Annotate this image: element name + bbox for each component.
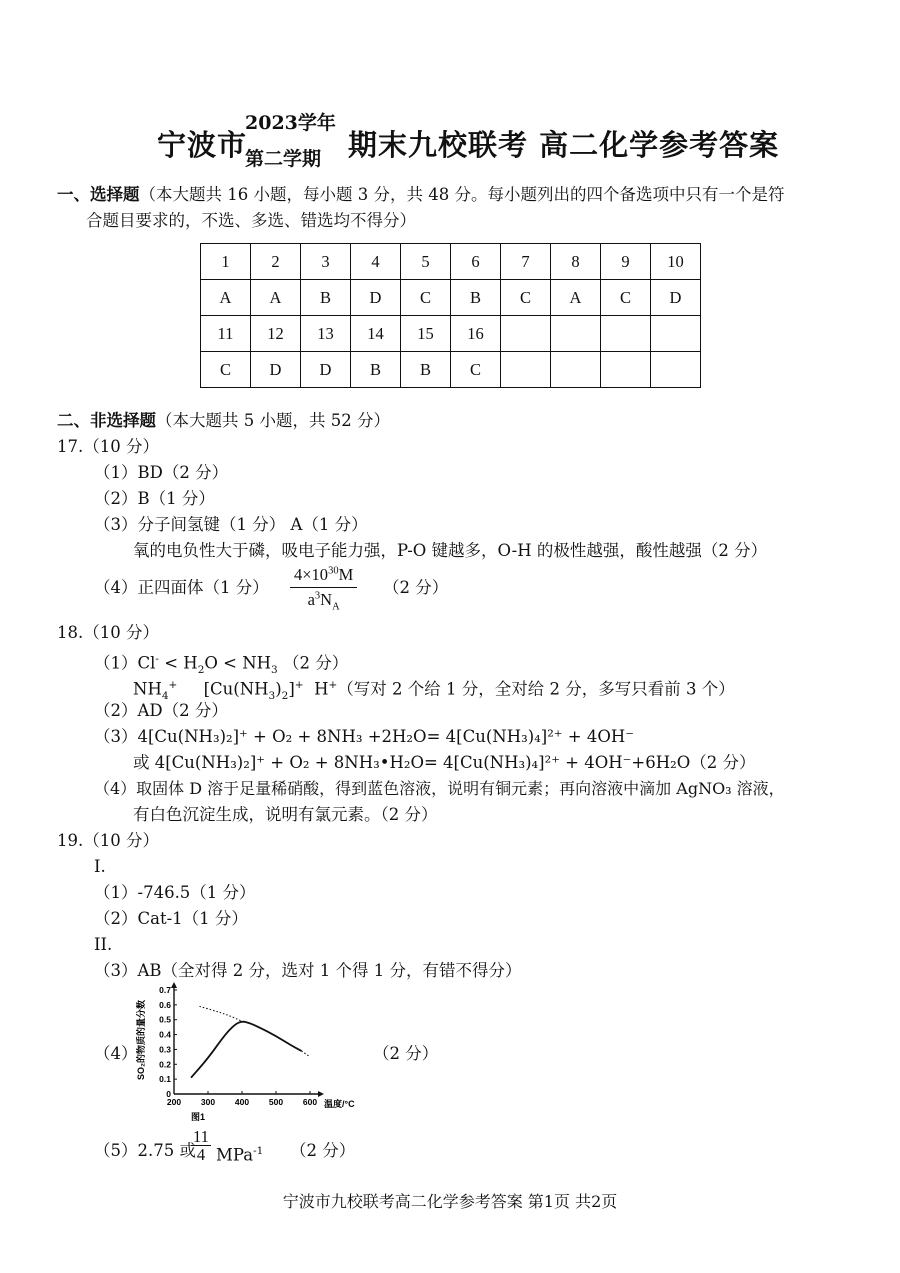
q18-ion2-tail2: ] <box>288 679 295 699</box>
table-row <box>201 316 701 352</box>
q17-line5 <box>94 575 269 601</box>
table-cell: 3 <box>301 244 351 280</box>
q17-line3: （3）分子间氢键（1 分） A（1 分） <box>94 515 368 534</box>
q17-line1: （1）BD（2 分） <box>94 463 229 482</box>
q19-l5-pre: （5）2.75 或 <box>94 1141 196 1160</box>
q19-line1: （1）-746.5（1 分） <box>94 883 256 902</box>
q18-ion1: NH <box>133 679 162 699</box>
table-cell: A <box>251 280 301 316</box>
table-cell: C <box>201 352 251 388</box>
q18-head: 18.（10 分） <box>57 623 159 642</box>
table-cell: C <box>601 280 651 316</box>
q19-l5-unit-line <box>216 1138 263 1169</box>
table-cell: C <box>501 280 551 316</box>
table-cell: C <box>401 280 451 316</box>
table-cell: B <box>351 352 401 388</box>
q18-ion2: [Cu(NH <box>203 679 269 699</box>
table-cell: D <box>301 352 351 388</box>
so2-fraction-chart <box>130 982 370 1130</box>
table-row <box>201 352 701 388</box>
q18-line6: （4）取固体 D 溶于足量稀硝酸，得到蓝色溶液，说明有铜元素；再向溶液中滴加 AgNO₃ 溶液， <box>94 779 785 798</box>
table-cell <box>651 316 701 352</box>
table-cell <box>601 352 651 388</box>
q18-ion2-sub: 3 <box>268 689 276 702</box>
q19-line4-label: （4） <box>94 1044 138 1063</box>
series-line-1 <box>191 1022 302 1078</box>
q17-head: 17.（10 分） <box>57 437 159 456</box>
table-cell: 11 <box>201 316 251 352</box>
table-cell: C <box>451 352 501 388</box>
q17-num-tail: M <box>338 565 354 584</box>
table-cell <box>551 352 601 388</box>
q18-ion2-tail: ) <box>275 679 282 699</box>
q17-num-exp: 30 <box>328 565 339 577</box>
chart-caption: 图1 <box>190 1112 206 1122</box>
section2-line <box>57 408 390 434</box>
q18-l1-sub1: 2 <box>197 663 205 676</box>
table-cell: B <box>451 280 501 316</box>
table-cell: B <box>301 280 351 316</box>
y-axis-arrow <box>171 982 177 988</box>
table-cell: 12 <box>251 316 301 352</box>
q19-line2: （2）Cat-1（1 分） <box>94 909 248 928</box>
q19-line5 <box>94 1138 196 1164</box>
q19-fraction-numerator: 11 <box>193 1127 209 1146</box>
q18-l1-pre: （1）Cl <box>94 653 156 673</box>
q19-part2: II. <box>94 935 113 954</box>
q19-fraction <box>191 1128 211 1163</box>
table-cell: D <box>251 352 301 388</box>
q18-l1-mid1: < H <box>158 653 198 673</box>
q17-fraction-numerator <box>290 565 357 588</box>
q17-den-sub: A <box>332 601 340 613</box>
table-cell: 14 <box>351 316 401 352</box>
q18-line5: 或 4[Cu(NH₃)₂]⁺ + O₂ + 8NH₃•H₂O= 4[Cu(NH₃)₄]²⁺ + 4OH⁻+6H₂O（2 分） <box>133 753 756 772</box>
q18-ion3-sup: + <box>328 679 338 691</box>
page-footer: 宁波市九校联考高二化学参考答案 第1页 共2页 <box>282 1192 618 1211</box>
table-cell: 8 <box>551 244 601 280</box>
table-cell: B <box>401 352 451 388</box>
table-cell <box>501 316 551 352</box>
x-tick-label: 600 <box>302 1097 318 1107</box>
table-cell: 7 <box>501 244 551 280</box>
section1-line1 <box>57 182 784 208</box>
table-cell: 2 <box>251 244 301 280</box>
title-term: 第二学期 <box>245 148 322 170</box>
q19-head: 19.（10 分） <box>57 831 159 850</box>
q18-line4: （3）4[Cu(NH₃)₂]⁺ + O₂ + 8NH₃ +2H₂O= 4[Cu(NH₃)₄]²⁺ + 4OH⁻ <box>94 727 634 746</box>
table-cell: 4 <box>351 244 401 280</box>
table-cell <box>601 316 651 352</box>
table-cell <box>551 316 601 352</box>
q18-l2-note: （写对 2 个给 1 分，全对给 2 分，多写只看前 3 个） <box>337 679 735 699</box>
y-tick-label: 0 <box>166 1089 171 1099</box>
q17-line2: （2）B（1 分） <box>94 489 215 508</box>
q17-den-a: a <box>307 590 315 609</box>
x-axis-arrow <box>318 1091 324 1097</box>
x-tick-label: 200 <box>166 1097 182 1107</box>
title-city: 宁波市 <box>157 128 248 162</box>
y-tick-label: 0.1 <box>159 1074 171 1085</box>
table-cell <box>651 352 701 388</box>
x-tick-label: 500 <box>268 1097 284 1107</box>
q17-fraction-denominator <box>290 588 357 612</box>
q19-line4-score: （2 分） <box>373 1044 439 1063</box>
y-tick-label: 0.3 <box>159 1044 171 1055</box>
q18-ion1-sup: + <box>168 679 178 691</box>
q19-l5-sup: -1 <box>253 1145 264 1157</box>
table-cell: 1 <box>201 244 251 280</box>
q19-part1: I. <box>94 857 106 876</box>
series-line-2 <box>200 1006 243 1021</box>
q18-ion2-sup: + <box>294 679 304 691</box>
section1-desc2: 合题目要求的，不选、多选、错选均不得分） <box>86 211 416 230</box>
table-cell: 15 <box>401 316 451 352</box>
q18-ion1-sub: 4 <box>161 689 169 702</box>
title-year: 2023学年 <box>245 112 336 134</box>
q17-fraction <box>290 565 357 612</box>
section1-desc1: （本大题共 16 小题，每小题 3 分，共 48 分。每小题列出的四个备选项中只有一个是符 <box>139 185 785 204</box>
section2-desc: （本大题共 5 小题，共 52 分） <box>156 411 390 430</box>
table-cell: 9 <box>601 244 651 280</box>
x-tick-label: 300 <box>200 1097 216 1107</box>
table-cell: 16 <box>451 316 501 352</box>
q17-den-exp: 3 <box>314 590 321 602</box>
table-row <box>201 244 701 280</box>
q18-ion3: H <box>314 679 329 699</box>
section1-heading: 一、选择题 <box>57 185 140 204</box>
table-cell: 6 <box>451 244 501 280</box>
table-cell: 13 <box>301 316 351 352</box>
q19-fraction-denominator: 4 <box>196 1145 206 1164</box>
y-tick-label: 0.7 <box>159 985 171 995</box>
title-rest: 期末九校联考 高二化学参考答案 <box>348 128 780 162</box>
q19-l5-score: （2 分） <box>290 1141 356 1160</box>
q17-line4: 氧的电负性大于磷，吸电子能力强，P-O 键越多，O-H 的极性越强，酸性越强（2 分） <box>133 541 768 560</box>
section2-heading: 二、非选择题 <box>57 411 156 430</box>
q18-line3: （2）AD（2 分） <box>94 701 228 720</box>
table-cell: A <box>201 280 251 316</box>
table-cell: D <box>351 280 401 316</box>
y-tick-label: 0.5 <box>159 1014 171 1025</box>
q18-l1-mid2: O < NH <box>204 653 272 673</box>
q17-num-base: 4×10 <box>294 565 329 584</box>
y-axis-label: SO₂的物质的量分数 <box>136 999 146 1081</box>
q19-line3: （3）AB（全对得 2 分，选对 1 个得 1 分，有错不得分） <box>94 961 522 980</box>
q17-line5-text: （4）正四面体（1 分） <box>94 578 269 597</box>
q17-den-n: N <box>320 590 333 609</box>
table-cell: A <box>551 280 601 316</box>
table-cell <box>501 352 551 388</box>
x-axis-label: 温度/°C <box>324 1099 355 1109</box>
answer-table <box>200 243 701 388</box>
table-cell: 5 <box>401 244 451 280</box>
x-tick-label: 400 <box>234 1097 250 1107</box>
table-row <box>201 280 701 316</box>
q18-l1-sub2: 3 <box>271 663 278 676</box>
q18-l1-sup: - <box>155 653 159 665</box>
y-tick-label: 0.2 <box>159 1059 171 1070</box>
series-line-3 <box>302 1051 311 1057</box>
table-cell: 10 <box>651 244 701 280</box>
q18-ion2-sub2: 2 <box>281 689 289 702</box>
q18-l1-tail: （2 分） <box>277 653 349 673</box>
q19-l5-unit: MPa <box>216 1145 254 1165</box>
y-tick-label: 0.6 <box>159 999 171 1010</box>
q18-line7: 有白色沉淀生成，说明有氯元素。（2 分） <box>133 805 438 824</box>
q17-line5-score: （2 分） <box>383 578 449 597</box>
y-tick-label: 0.4 <box>159 1029 171 1040</box>
table-cell: D <box>651 280 701 316</box>
